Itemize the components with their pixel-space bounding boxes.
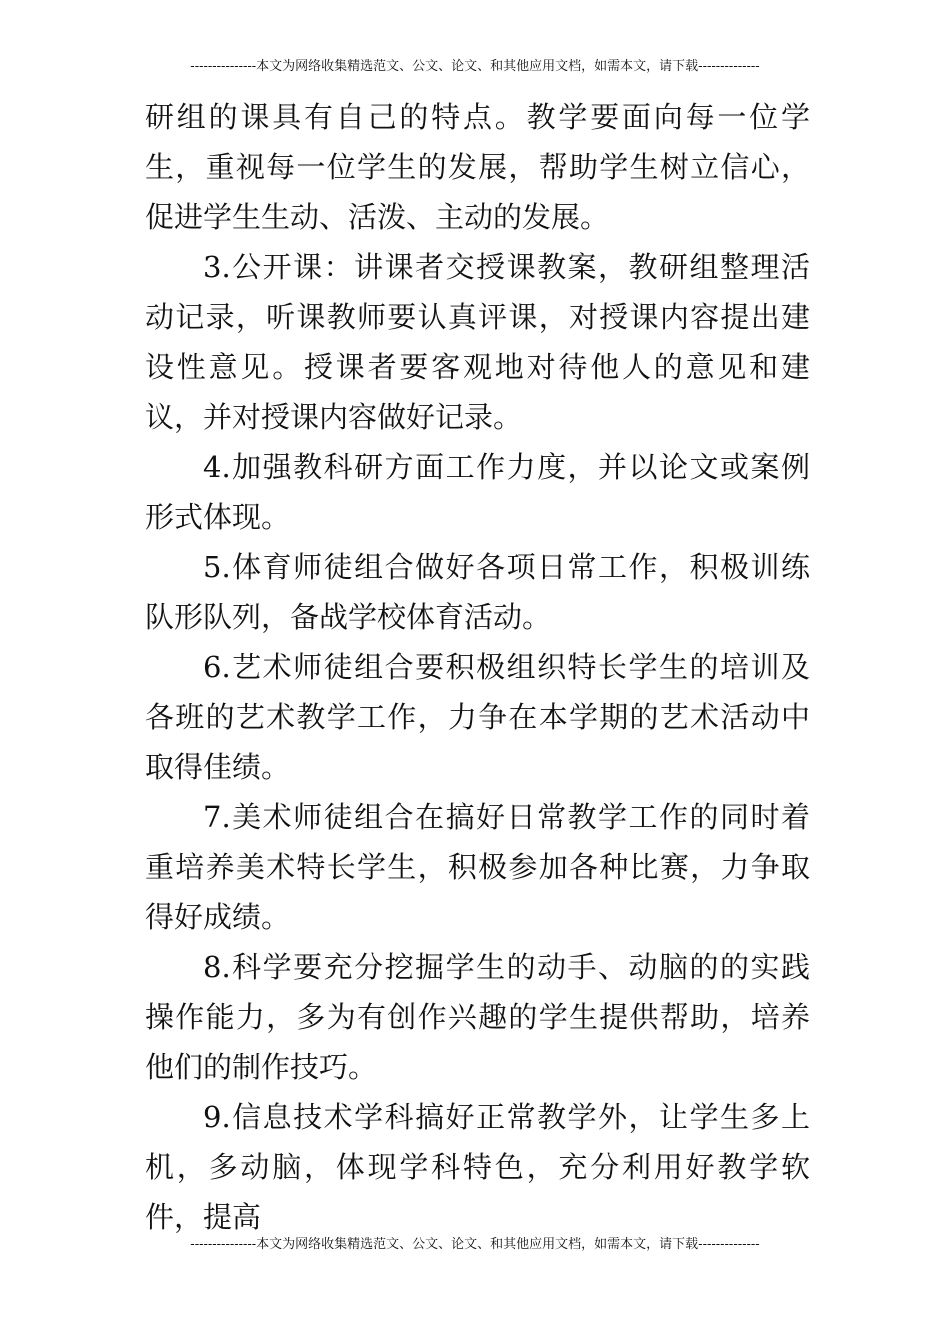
paragraph-item-5: 5.体育师徒组合做好各项日常工作，积极训练队形队列，备战学校体育活动。 (145, 550, 810, 634)
paragraph-item-4: 4.加强教科研方面工作力度，并以论文或案例形式体现。 (145, 450, 810, 534)
paragraph-item-7: 7.美术师徒组合在搞好日常教学工作的同时着重培养美术特长学生，积极参加各种比赛，力争取得好成绩。 (145, 800, 810, 934)
paragraph-item-3: 3.公开课：讲课者交授课教案，教研组整理活动记录，听课教师要认真评课，对授课内容提出建设性意见。授课者要客观地对待他人的意见和建议，并对授课内容做好记录。 (145, 250, 810, 434)
paragraph-item-8: 8.科学要充分挖掘学生的动手、动脑的的实践操作能力，多为有创作兴趣的学生提供帮助，培养他们的制作技巧。 (145, 950, 810, 1084)
paragraph-item-6: 6.艺术师徒组合要积极组织特长学生的培训及各班的艺术教学工作，力争在本学期的艺术活动中取得佳绩。 (145, 650, 810, 784)
footer-banner: ---------------本文为网络收集精选范文、公文、论文、和其他应用文档，如需本文，请下载-------------- (190, 1237, 760, 1252)
header-banner: ---------------本文为网络收集精选范文、公文、论文、和其他应用文档，如需本文，请下载-------------- (190, 59, 760, 74)
document-body (145, 92, 810, 1242)
paragraph-item-9: 9.信息技术学科搞好正常教学外，让学生多上机，多动脑，体现学科特色，充分利用好教学软件，提高 (145, 1100, 810, 1234)
paragraph-continuation: 研组的课具有自己的特点。教学要面向每一位学生，重视每一位学生的发展，帮助学生树立信心，促进学生生动、活泼、主动的发展。 (145, 100, 810, 234)
